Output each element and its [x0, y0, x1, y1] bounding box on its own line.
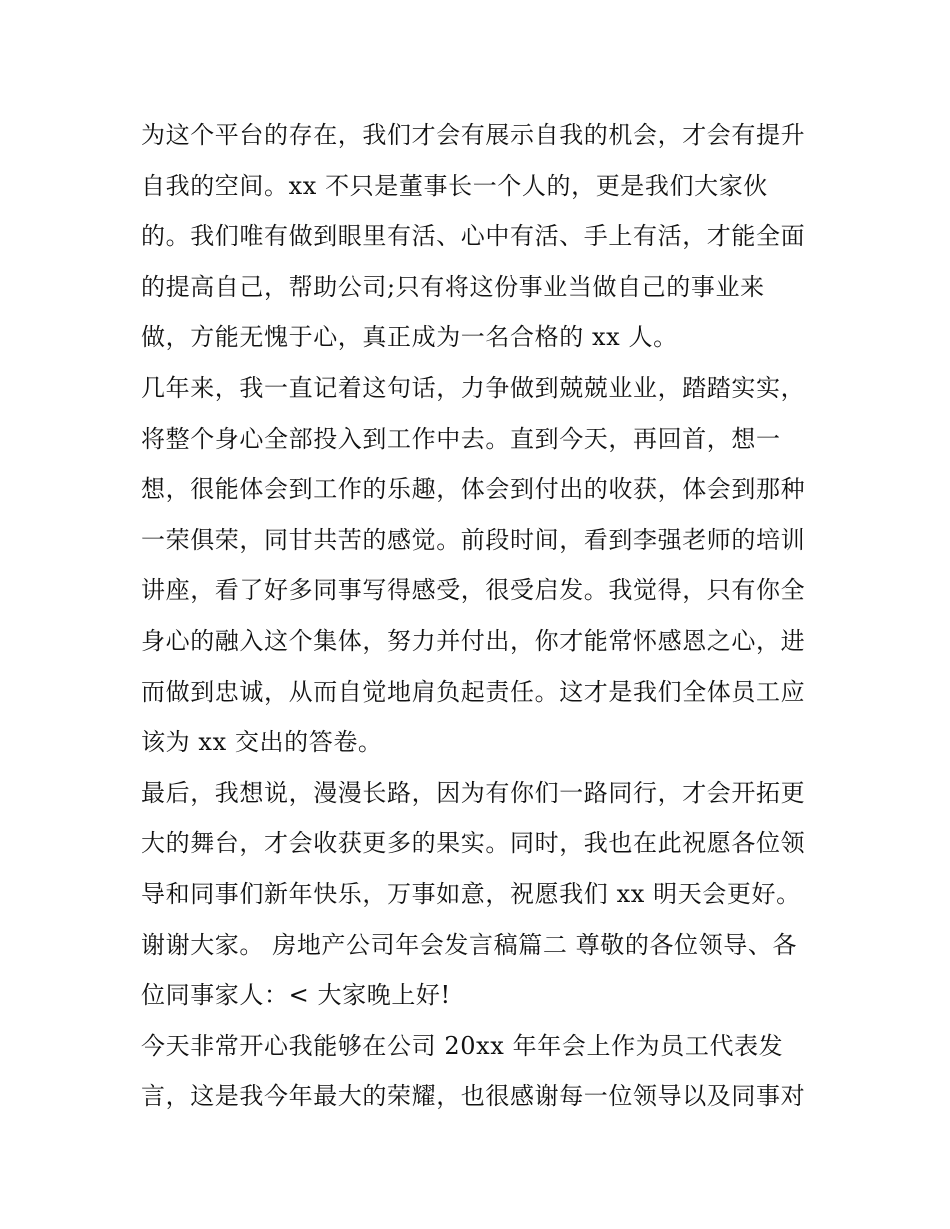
text-line: 讲座，看了好多同事写得感受，很受启发。我觉得，只有你全: [141, 576, 806, 605]
text-line: 将整个身心全部投入到工作中去。直到今天，再回首，想一: [141, 424, 781, 453]
text-line: 想，很能体会到工作的乐趣，体会到付出的收获，体会到那种: [141, 475, 806, 504]
text-line: 言，这是我今年最大的荣耀，也很感谢每一位领导以及同事对: [141, 1082, 806, 1111]
text-line: 导和同事们新年快乐，万事如意，祝愿我们 xx 明天会更好。: [141, 879, 801, 908]
document-body: [141, 110, 821, 1122]
text-line: 而做到忠诚，从而自觉地肩负起责任。这才是我们全体员工应: [141, 677, 806, 706]
text-line: 该为 xx 交出的答卷。: [141, 728, 383, 757]
text-line: 今天非常开心我能够在公司 20xx 年年会上作为员工代表发: [141, 1031, 784, 1060]
text-line: 大的舞台，才会收获更多的果实。同时，我也在此祝愿各位领: [141, 829, 806, 858]
text-line: 为这个平台的存在，我们才会有展示自我的机会，才会有提升: [141, 121, 806, 149]
text-line: 身心的融入这个集体，努力并付出，你才能常怀感恩之心，进: [141, 626, 806, 655]
text-line: 的提高自己，帮助公司;只有将这份事业当做自己的事业来: [141, 272, 765, 301]
text-line: 谢谢大家。 房地产公司年会发言稿篇二 尊敬的各位领导、各: [141, 930, 798, 959]
text-line: 几年来，我一直记着这句话，力争做到兢兢业业，踏踏实实，: [141, 373, 806, 402]
text-line: 做，方能无愧于心，真正成为一名合格的 xx 人。: [141, 323, 678, 352]
text-line: 自我的空间。xx 不只是董事长一个人的，更是我们大家伙: [141, 171, 768, 200]
text-line: 最后，我想说，漫漫长路，因为有你们一路同行，才会开拓更: [141, 778, 806, 807]
text-line: 一荣俱荣，同甘共苦的感觉。前段时间，看到李强老师的培训: [141, 525, 806, 554]
text-line: 的。我们唯有做到眼里有活、心中有活、手上有活，才能全面: [141, 222, 806, 251]
text-line: 位同事家人：< 大家晚上好!: [141, 981, 451, 1010]
